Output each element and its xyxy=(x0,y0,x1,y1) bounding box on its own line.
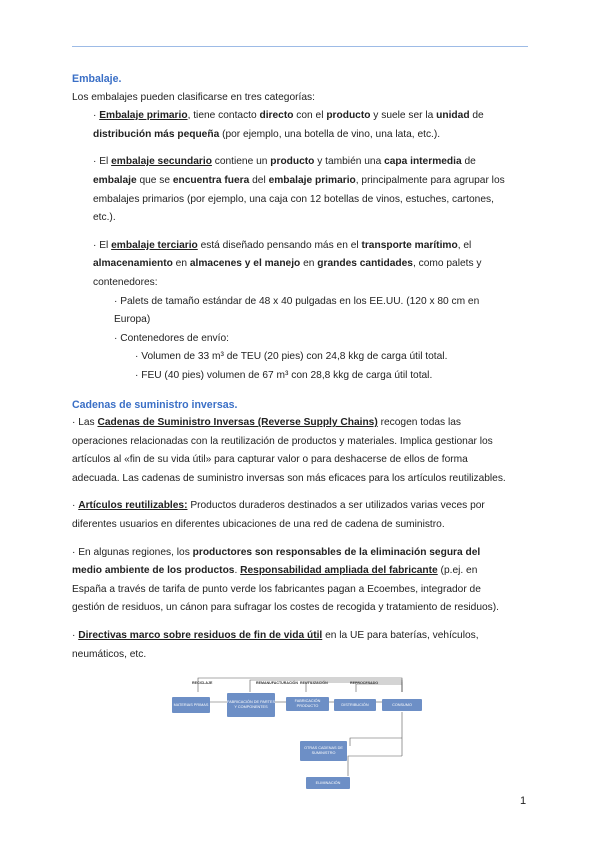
diagram-label-reutilizacion: REUTILIZACIÓN xyxy=(300,681,328,685)
section-title-cadenas: Cadenas de suministro inversas. xyxy=(72,398,238,411)
diagram-label-remanufacturacion: REMANUFACTURACIÓN xyxy=(256,681,298,685)
paragraph-productores: · En algunas regiones, los productores son responsables de la eliminación segura del medio ambiente de los productos. Responsabilidad ampliada del fabricante (p.ej. en España a través de tarifa de punto verde los fabricantes pagan a Ecoembes, integrador de gestión de residuos, un cánon para sufragar los costes de recogida y tratamiento de residuos). xyxy=(72,546,499,614)
bullet-feu: · FEU (40 pies) volumen de 67 m³ con 28,8 kkg de carga útil total. xyxy=(135,369,433,381)
paragraph-reverse-supply: · Las Cadenas de Suministro Inversas (Reverse Supply Chains) recogen todas las operaciones relacionadas con la reutilización de productos y materiales. Implica gestionar los artículos al «fin de su vida útil» para capturar valor o para deshacerse de ellos de forma adecuada. Las cadenas de suministro inversas son más eficaces para los artículos reutilizables. xyxy=(72,417,506,484)
diagram-box-fabricacion-partes: FABRICACIÓN DE PARTES Y COMPONENTES xyxy=(227,693,275,717)
diagram-box-consumo: CONSUMO xyxy=(382,699,422,711)
reverse-supply-chain-diagram xyxy=(170,668,420,798)
paragraph-directivas: · Directivas marco sobre residuos de fin de vida útil en la UE para baterías, vehículos, neumáticos, etc. xyxy=(72,630,479,660)
bullet-palets: · Palets de tamaño estándar de 48 x 40 pulgadas en los EE.UU. (120 x 80 cm en Europa) xyxy=(114,295,480,326)
paragraph-embalaje-terciario: · El embalaje terciario está diseñado pensando más en el transporte marítimo, el almacenamiento en almacenes y el manejo en grandes cantidades, como palets y contenedores: xyxy=(93,239,482,288)
page-number: 1 xyxy=(520,795,527,807)
header-rule xyxy=(72,46,528,47)
diagram-label-reciclaje: RECICLAJE xyxy=(192,681,213,685)
diagram-box-eliminacion: ELIMINACIÓN xyxy=(306,777,350,789)
paragraph-articulos-reutilizables: · Artículos reutilizables: Productos duraderos destinados a ser utilizados varias veces por diferentes usuarios en diferentes ubicaciones de una red de cadena de suministro. xyxy=(72,500,485,531)
bullet-contenedores: · Contenedores de envío: xyxy=(114,332,229,344)
section-title-embalaje: Embalaje. xyxy=(72,73,122,85)
bullet-teu: · Volumen de 33 m³ de TEU (20 pies) con 24,8 kkg de carga útil total. xyxy=(135,351,448,363)
diagram-box-fabricacion-producto: FABRICACIÓN PRODUCTO xyxy=(286,697,329,711)
paragraph-embalaje-secundario: · El embalaje secundario contiene un producto y también una capa intermedia de embalaje que se encuentra fuera del embalaje primario, principalmente para agrupar los embalajes primarios (por ejemplo, una caja con 12 botellas de vinos, estuches, cartones, etc.). xyxy=(93,156,505,224)
diagram-connectors xyxy=(170,668,420,798)
intro-text: Los embalajes pueden clasificarse en tres categorías: xyxy=(72,91,315,103)
paragraph-embalaje-primario: · Embalaje primario, tiene contacto directo con el producto y suele ser la unidad de distribución más pequeña (por ejemplo, una botella de vino, una lata, etc.). xyxy=(93,110,484,140)
document-body xyxy=(72,70,532,664)
diagram-label-reprocesado: REPROCESADO xyxy=(350,681,379,685)
diagram-box-distribucion: DISTRIBUCIÓN xyxy=(334,699,376,711)
diagram-box-materias-primas: MATERIAS PRIMAS xyxy=(172,697,210,713)
diagram-box-otras-cadenas: OTRAS CADENAS DE SUMINISTRO xyxy=(300,741,347,761)
